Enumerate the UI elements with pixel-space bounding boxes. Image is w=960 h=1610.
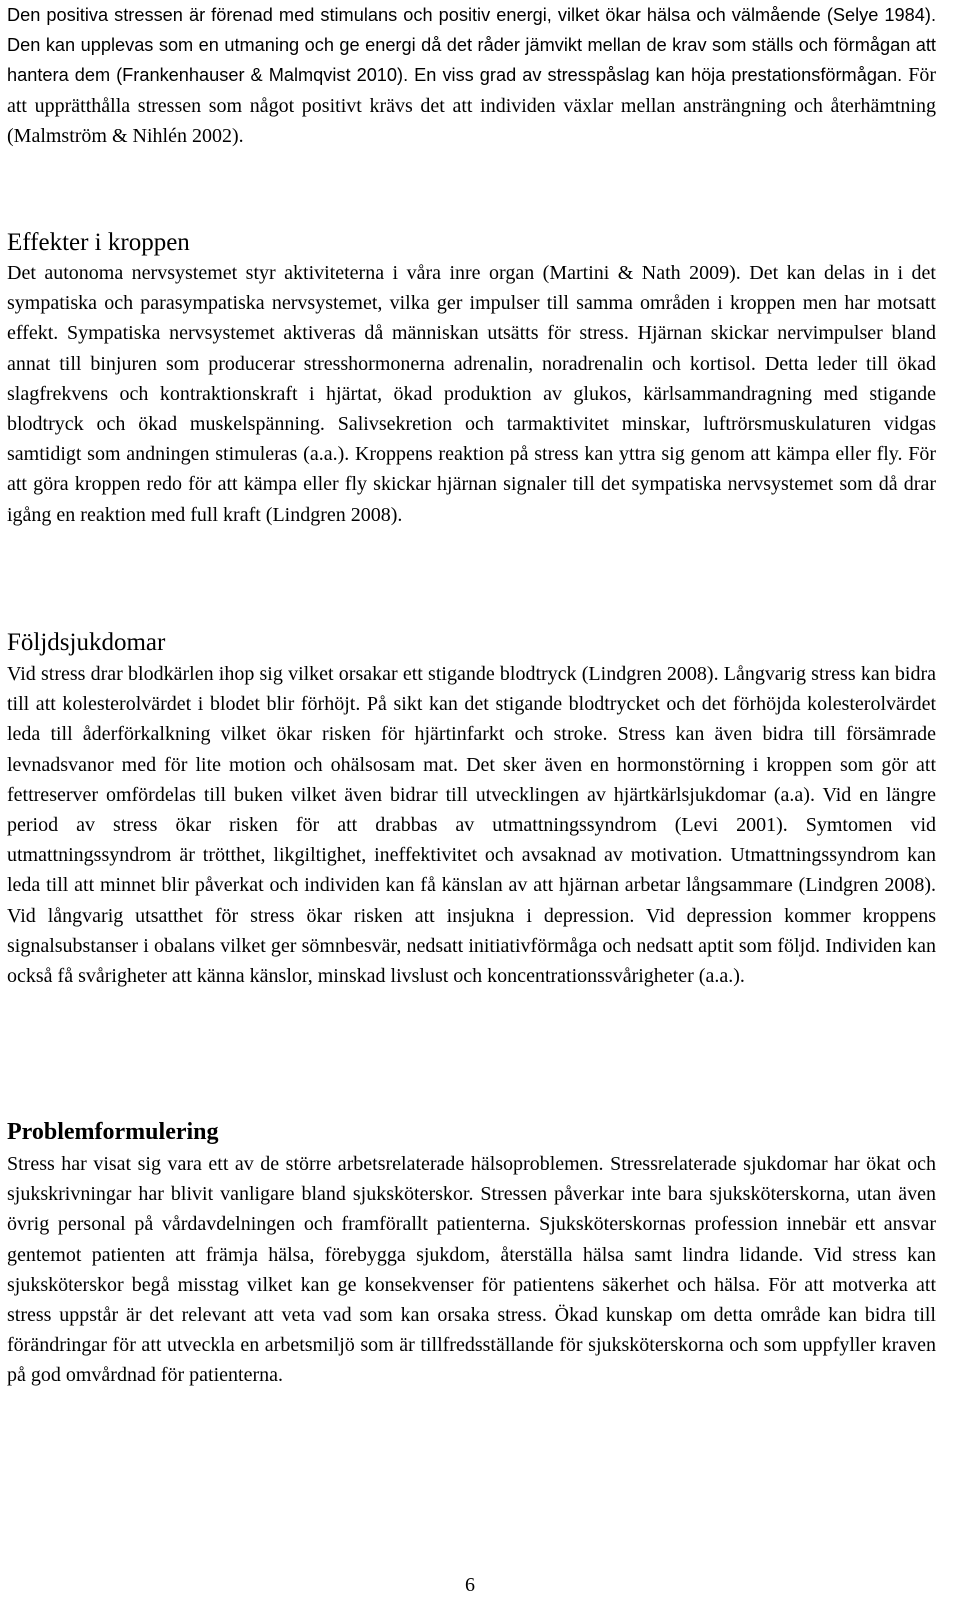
paragraph-effekter-i-kroppen: Det autonoma nervsystemet styr aktiviteterna i våra inre organ (Martini & Nath 2009). Det kan delas in i det sympatiska och parasympatiska nervsystemet, vilka ger impulser till samma områden i kroppen men har motsatt effekt. Sympatiska nervsystemet aktiveras då människan utsätts för stress. Hjärnan skickar nervimpulser bland annat till binjuren som producerar stresshormonerna adrenalin, noradrenalin och kortisol. Detta leder till ökad slagfrekvens och kontraktionskraft i hjärtat, ökad produktion av glukos, kärlsammandragning med stigande blodtryck och ökad muskelspänning. Salivsekretion och tarmaktivitet minskar, luftrörsmuskulaturen vidgas samtidigt som andningen stimuleras (a.a.). Kroppens reaktion på stress kan yttra sig genom att kämpa eller fly. För att göra kroppen redo för att kämpa eller fly skickar hjärnan signaler till det sympatiska nervsystemet som då drar igång en reaktion med full kraft (Lindgren 2008). — [7, 262, 936, 526]
paragraph-foljdsjukdomar: Vid stress drar blodkärlen ihop sig vilket orsakar ett stigande blodtryck (Lindgren 2008). Långvarig stress kan bidra till att kolesterolvärdet i blodet blir förhöjt. På sikt kan det stigande blodtrycket och det förhöjda kolesterolvärdet leda till åderförkalkning vilket ökar risken för hjärtinfarkt och stroke. Stress kan även bidra till försämrade levnadsvanor med för lite motion och ohälsosam mat. Det sker även en hormonstörning i kroppen som gör att fettreserver omfördelas till buken vilket även bidrar till utvecklingen av hjärtkärlsjukdomar (a.a). Vid en längre period av stress ökar risken för att drabbas av utmattningssyndrom (Levi 2001). Symtomen vid utmattningssyndrom är trötthet, likgiltighet, ineffektivitet och avsaknad av motivation. Utmattningssyndrom kan leda till att minnet blir påverkat och individen kan få känslan av att hjärnan arbetar långsammare (Lindgren 2008). Vid långvarig utsatthet för stress ökar risken att insjukna i depression. Vid depression kommer kroppens signalsubstanser i obalans vilket ger sömnbesvär, nedsatt initiativförmåga och nedsatt aptit som följd. Individen kan också få svårigheter att känna känslor, minskad livslust och koncentrationssvårigheter (a.a.). — [7, 663, 936, 988]
heading-effekter-i-kroppen: Effekter i kroppen — [7, 229, 190, 256]
page-number: 6 — [465, 1574, 475, 1596]
paragraph-problemformulering: Stress har visat sig vara ett av de större arbetsrelaterade hälsoproblemen. Stressrelaterade sjukdomar har ökat och sjukskrivningar har blivit vanligare bland sjuksköterskor. Stressen påverkar inte bara sjuksköterskorna, utan även övrig personal på vårdavdelningen och framförallt patienterna. Sjuksköterskornas profession innebär ett ansvar gentemot patienten att främja hälsa, förebygga sjukdom, återställa hälsa samt lindra lidande. Vid stress kan sjuksköterskor begå misstag vilket kan ge konsekvenser för patientens säkerhet och hälsa. För att motverka att stress uppstår är det relevant att veta vad som kan orsaka stress. Ökad kunskap om detta område kan bidra till förändringar för att utveckla en arbetsmiljö som är tillfredsställande för sjuksköterskorna och som uppfyller kraven på god omvårdnad för patienterna. — [7, 1153, 936, 1387]
heading-foljdsjukdomar: Följdsjukdomar — [7, 629, 166, 656]
intro-paragraph — [7, 0, 936, 151]
intro-text-part-2: För att upprätthålla stressen som något positivt krävs det att individen växlar mellan ansträngning och återhämtning (Malmström & Nihlén 2002). — [7, 64, 936, 147]
heading-problemformulering: Problemformulering — [7, 1119, 219, 1145]
intro-text-part-1: Den positiva stressen är förenad med stimulans och positiv energi, vilket ökar hälsa och välmående (Selye 1984). Den kan upplevas som en utmaning och ge energi då det råder jämvikt mellan de krav som ställs och förmågan att hantera dem (Frankenhauser & Malmqvist 2010). En viss grad av stresspåslag kan höja prestationsförmågan. — [7, 5, 936, 86]
